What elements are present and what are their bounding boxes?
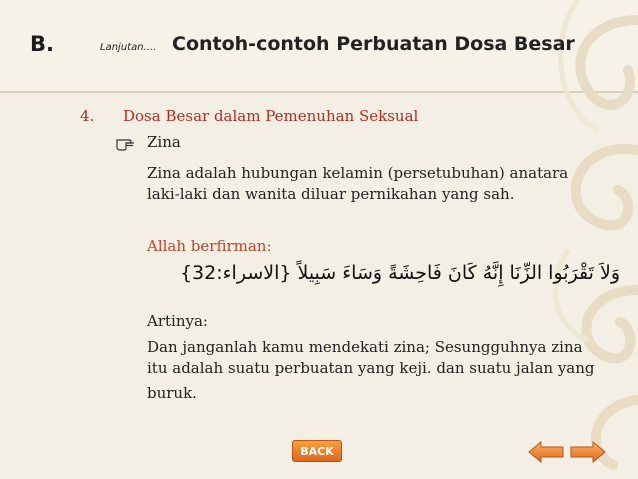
bullet-heading: Zina [147, 133, 181, 151]
definition-line-2: laki-laki dan wanita diluar pernikahan yang sah. [147, 185, 515, 203]
translation-line-1: Dan janganlah kamu mendekati zina; Sesungguhnya zina [147, 338, 583, 356]
section-letter: B. [30, 32, 54, 56]
next-arrow-icon[interactable] [569, 440, 607, 464]
arabic-verse: وَلاَ تَقْرَبُوا الزِّنَا إِنَّهُ كَانَ فَاحِشَةً وَسَاءَ سَبِيلاً {الاسراء:32} [179, 262, 620, 284]
item-number: 4. [80, 107, 95, 125]
page-title: Contoh-contoh Perbuatan Dosa Besar [172, 33, 575, 55]
back-button[interactable]: BACK [292, 440, 342, 462]
pointing-hand-icon [116, 133, 138, 151]
decorative-swirl-icon [488, 0, 638, 479]
translation-line-2: itu adalah suatu perbuatan yang keji. dan suatu jalan yang [147, 359, 595, 377]
translation-line-3: buruk. [147, 384, 197, 402]
translation-label: Artinya: [147, 312, 208, 330]
item-title: Dosa Besar dalam Pemenuhan Seksual [123, 107, 419, 125]
continued-label: Lanjutan.... [100, 42, 157, 53]
verse-intro: Allah berfirman: [147, 237, 272, 255]
definition-line-1: Zina adalah hubungan kelamin (persetubuhan) anatara [147, 164, 569, 182]
previous-arrow-icon[interactable] [527, 440, 565, 464]
